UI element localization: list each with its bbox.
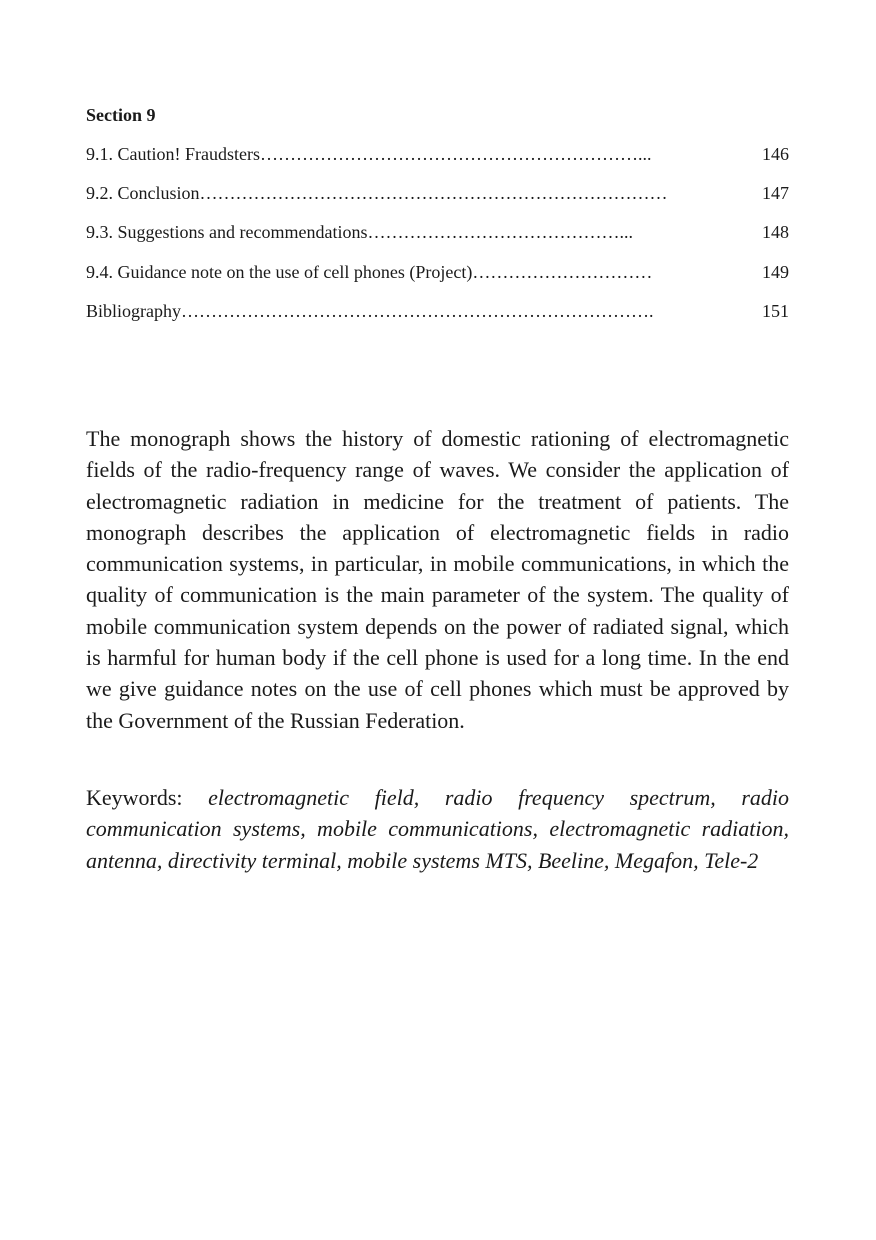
toc-entry-label: 9.2. Conclusion…………………………………………………………………… (86, 183, 668, 204)
table-of-contents (86, 143, 789, 339)
keywords-paragraph (86, 782, 789, 876)
toc-entry-label: 9.4. Guidance note on the use of cell phones (Project)………………………… (86, 261, 653, 282)
toc-entry-page-number: 148 (762, 222, 789, 243)
toc-entry[interactable] (86, 221, 789, 260)
toc-entry-page-number: 151 (762, 300, 789, 321)
keywords-list: electromagnetic field, radio frequency spectrum, radio communication systems, mobile communications, electromagnetic radiation, antenna, directivity terminal, mobile systems MTS, Beeline, Megafon, Tele-2 (86, 785, 789, 873)
section-heading: Section 9 (86, 105, 156, 125)
toc-entry[interactable] (86, 143, 789, 182)
abstract-paragraph: The monograph shows the history of domestic rationing of electromagnetic fields of the radio-frequency range of waves. We consider the application of electromagnetic radiation in medicine for the treatment of patients. The monograph describes the application of electromagnetic fields in radio communication systems, in particular, in mobile communications, in which the quality of communication is the main parameter of the system. The quality of mobile communication system depends on the power of radiated signal, which is harmful for human body if the cell phone is used for a long time. In the end we give guidance notes on the use of cell phones which must be approved by the Government of the Russian Federation. (86, 426, 789, 733)
keywords-label: Keywords: (86, 785, 183, 810)
toc-entry-page-number: 147 (762, 183, 789, 204)
toc-entry-label: 9.1. Caution! Fraudsters………………………………………………………... (86, 144, 652, 164)
toc-entry-page-number: 146 (762, 144, 789, 164)
toc-entry[interactable] (86, 182, 789, 221)
toc-entry[interactable] (86, 261, 789, 300)
toc-entry[interactable] (86, 300, 789, 339)
toc-entry-label: Bibliography……………………………………………………………………. (86, 300, 654, 321)
toc-entry-page-number: 149 (762, 261, 789, 282)
toc-entry-label: 9.3. Suggestions and recommendations……………………………………... (86, 222, 633, 243)
